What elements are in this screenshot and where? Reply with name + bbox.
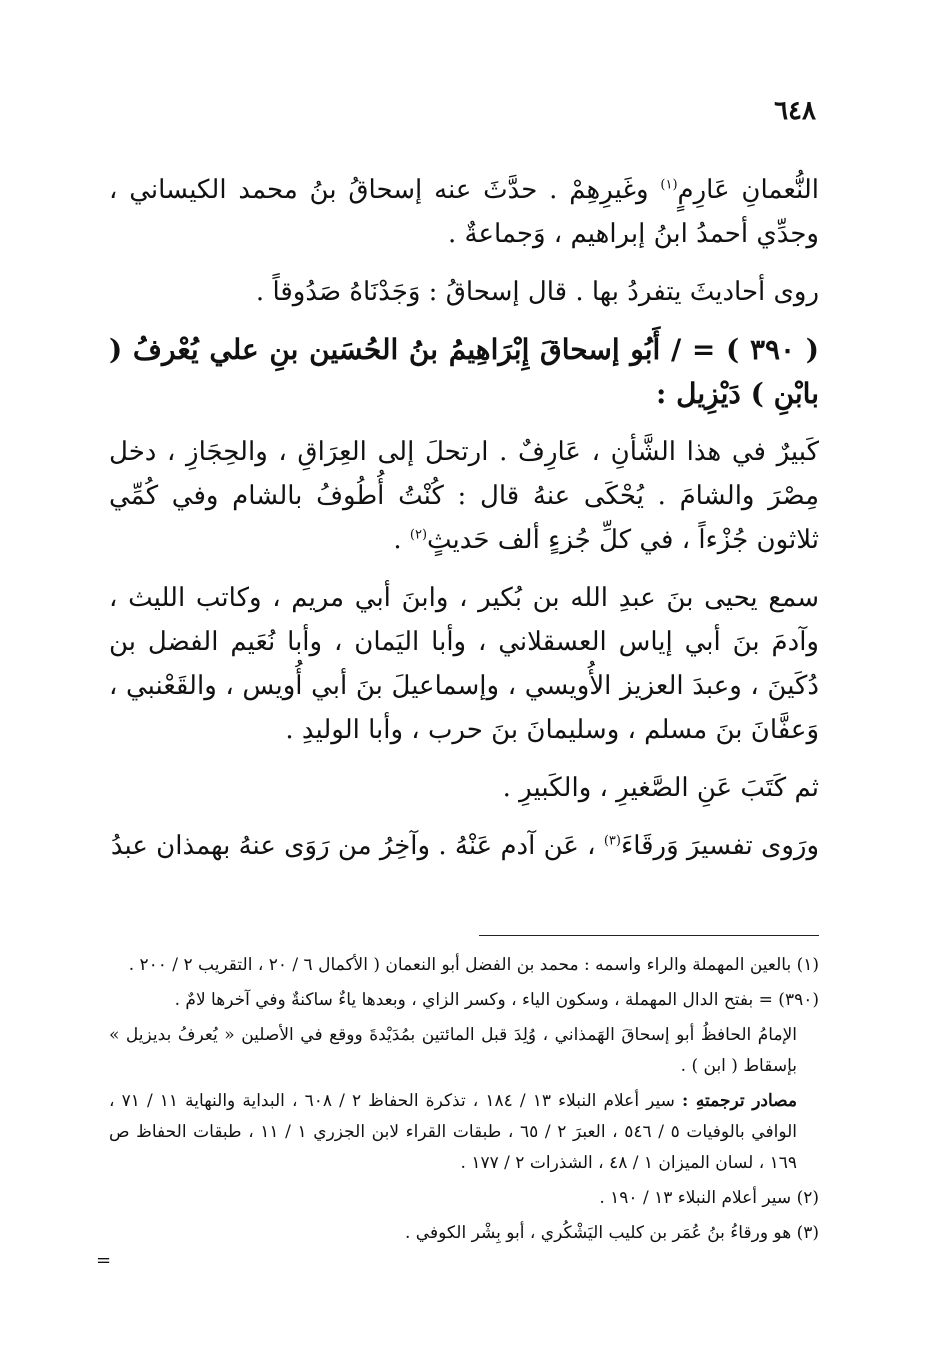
- paragraph-6: [109, 824, 819, 868]
- paragraph-6-start: ورَوى تفسيرَ وَرقَاءَ: [620, 831, 819, 861]
- footnote-390-a: (٣٩٠) = بفتح الدال المهملة ، وسكون الياء ، وكسر الزاي ، وبعدها ياءٌ ساكنةٌ وفي آخرها لامٌ .: [174, 990, 819, 1010]
- paragraph-3-end: .: [393, 525, 410, 555]
- footnote-3: (٣) هو ورقاءُ بنُ عُمَر بن كليب اليَشْكُري ، أبو بِشْر الكوفي .: [404, 1223, 819, 1243]
- paragraph-3-text: كَبيرٌ في هذا الشَّأنِ ، عَارِفٌ . ارتحلَ إلى العِرَاقِ ، والحِجَازِ ، دخل مِصْرَ والشامَ . يُحْكَى عنهُ قال : كُنْتُ أُطُوفُ بالشام وفي كُمِّي ثلاثون جُزْءاً ، في كلِّ جُزءٍ ألف حَديثٍ: [109, 437, 819, 555]
- sources-label: مصادر ترجمتهِ :: [682, 1091, 798, 1111]
- paragraph-6-rest: ، عَن آدم عَنْهُ . وآخِرُ من رَوَى عنهُ بهمذان عبدُ: [110, 831, 604, 861]
- paragraph-1-start: النُّعمانِ عَارِمٍ: [677, 175, 820, 205]
- paragraph-5: ثم كَتَبَ عَنِ الصَّغيرِ ، والكَبيرِ .: [502, 773, 819, 803]
- paragraph-1-rest: وغَيرِهِمْ . حدَّثَ عنه إسحاقُ بنُ محمد الكيساني ، وجدِّي أحمدُ ابنُ إبراهيم ، وَجماعةٌ .: [109, 175, 819, 249]
- footnote-ref-3: (٣): [603, 833, 621, 849]
- footnote-sources: [109, 1086, 819, 1179]
- main-text: [109, 168, 819, 882]
- footnote-ref-1: (١): [660, 177, 678, 193]
- continuation-mark: =: [96, 1250, 112, 1271]
- footnote-390-b: الإمامُ الحافظُ أبو إسحاقَ الهَمذاني ، وُلِدَ قبل المائتين بمُدَيْدةَ ووقع في الأصلين « يُعرفُ بديزيل » بإسقاط ( ابن ) .: [109, 1025, 797, 1076]
- entry-heading: ( ٣٩٠ ) = / أَبُو إسحاقَ إِبْرَاهِيمُ بنُ الحُسَين بنِ علي يُعْرفُ ( بابْنِ ) دَيْزِيل :: [109, 333, 819, 410]
- paragraph-4: سمع يحيى بنَ عبدِ الله بن بُكير ، وابنَ أبي مريم ، وكاتب الليث ، وآدمَ بنَ أبي إياس العسقلاني ، وأبا اليَمان ، وأبا نُعَيم الفضل بن دُكَينَ ، وعبدَ العزيز الأُويسي ، وإسماعيلَ بنَ أبي أُويس ، والقَعْنبي ، وَعفَّانَ بنَ مسلم ، وسليمانَ بنَ حرب ، وأبا الوليدِ .: [109, 583, 819, 745]
- sources-text: سير أعلام النبلاء ١٣ / ١٨٤ ، تذكرة الحفاظ ٢ / ٦٠٨ ، البداية والنهاية ١١ / ٧١ ، الوافي بالوفيات ٥ / ٥٤٦ ، العبرَ ٢ / ٦٥ ، طبقات القراء لابن الجزري ١ / ١١ ، طبقات الحفاظ ص ١٦٩ ، لسان الميزان ١ / ٤٨ ، الشذرات ٢ / ١٧٧ .: [109, 1091, 798, 1173]
- paragraph-2: روى أحاديثَ يتفردُ بها . قال إسحاقُ : وَجَدْنَاهُ صَدُوقاً .: [255, 277, 819, 307]
- footnote-ref-2: (٢): [409, 527, 428, 543]
- footnotes: [109, 950, 819, 1253]
- footnote-divider: [479, 935, 819, 936]
- paragraph-3: [109, 430, 819, 562]
- footnote-1: (١) بالعين المهملة والراء واسمه : محمد بن الفضل أبو النعمان ( الأكمال ٦ / ٢٠ ، التقريب ٢ / ٢٠٠ .: [128, 955, 819, 975]
- footnote-2: (٢) سير أعلام النبلاء ١٣ / ١٩٠ .: [599, 1188, 819, 1208]
- page-number: ٦٤٨: [774, 96, 816, 126]
- paragraph-1: [109, 168, 819, 256]
